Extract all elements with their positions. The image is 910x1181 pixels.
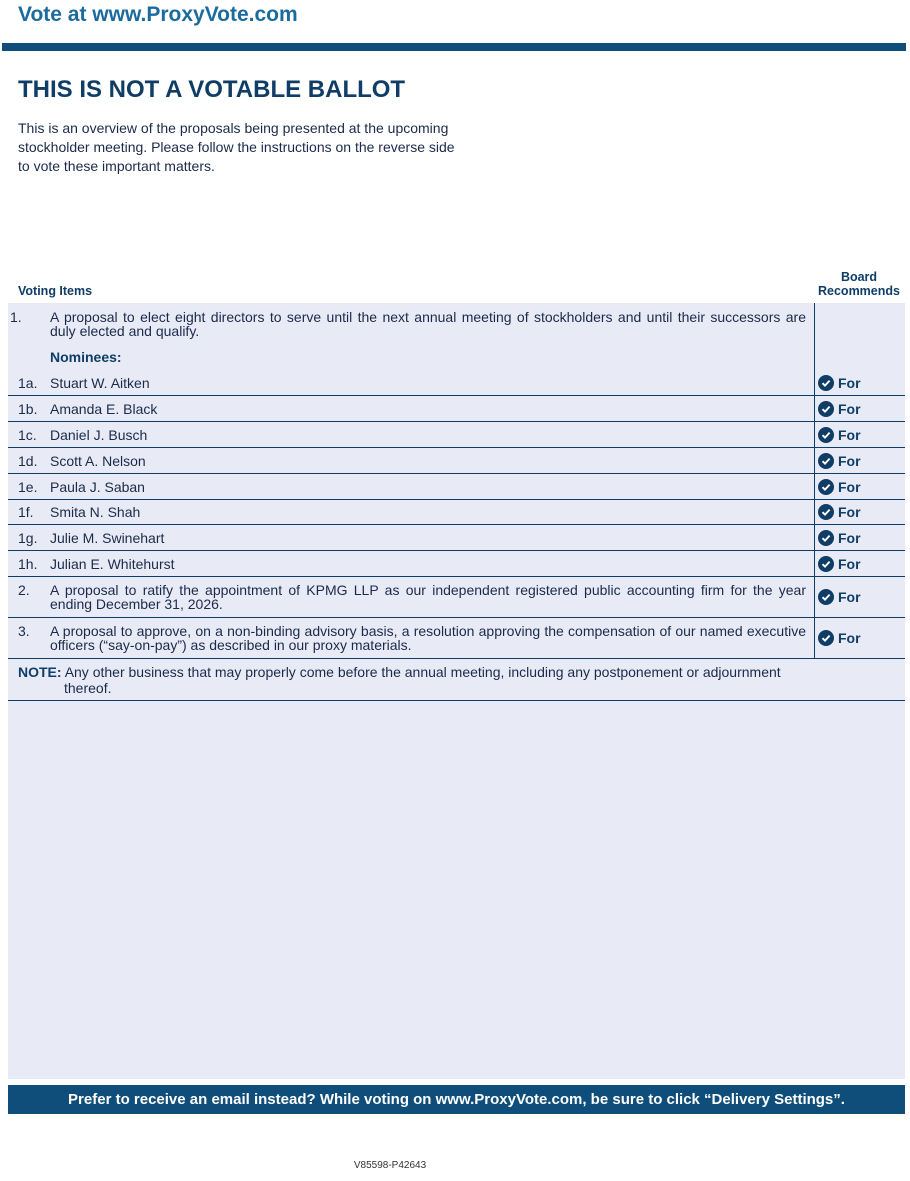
checkmark-icon bbox=[818, 630, 834, 646]
recommendation-label: For bbox=[838, 556, 861, 572]
header-divider-bar bbox=[2, 43, 906, 51]
nominees-label: Nominees: bbox=[50, 349, 122, 365]
board-recommendation bbox=[818, 555, 898, 573]
checkmark-icon bbox=[818, 479, 834, 495]
recommendation-label: For bbox=[838, 401, 861, 417]
recommendation-label: For bbox=[838, 530, 861, 546]
checkmark-icon bbox=[818, 530, 834, 546]
table-row bbox=[8, 577, 905, 618]
note-line-1: Any other business that may properly come before the annual meeting, including any postponement or adjournment bbox=[64, 664, 781, 680]
proposal-1-number: 1. bbox=[10, 309, 22, 325]
recommendation-label: For bbox=[838, 375, 861, 391]
nominee-name: Julian E. Whitehurst bbox=[50, 556, 175, 572]
recommendation-label: For bbox=[838, 427, 861, 443]
board-recommendation bbox=[818, 452, 898, 470]
nominee-name: Smita N. Shah bbox=[50, 504, 141, 520]
proxyvote-site-title: Vote at www.ProxyVote.com bbox=[18, 3, 298, 26]
nominee-number: 1b. bbox=[18, 401, 38, 417]
nominee-number: 1a. bbox=[18, 375, 38, 391]
board-recommends-header bbox=[814, 270, 904, 298]
table-row bbox=[8, 396, 905, 422]
table-row bbox=[8, 448, 905, 474]
recommendation-label: For bbox=[838, 453, 861, 469]
proposal-1-text: A proposal to elect eight directors to serve until the next annual meeting of stockholders and until their successors are duly elected and qualify. bbox=[50, 309, 806, 339]
nominee-name: Paula J. Saban bbox=[50, 479, 145, 495]
nominee-number: 1g. bbox=[18, 530, 38, 546]
nominee-number: 1f. bbox=[18, 504, 34, 520]
checkmark-icon bbox=[818, 589, 834, 605]
proposal-3-number: 3. bbox=[18, 623, 30, 639]
board-recommendation bbox=[818, 400, 898, 418]
note-label: NOTE: bbox=[18, 664, 62, 680]
page-heading: THIS IS NOT A VOTABLE BALLOT bbox=[18, 76, 406, 103]
recommendation-label: For bbox=[838, 630, 861, 646]
table-row bbox=[8, 618, 905, 659]
board-recommendation bbox=[818, 426, 898, 444]
table-row bbox=[8, 422, 905, 448]
nominee-name: Stuart W. Aitken bbox=[50, 375, 150, 391]
nominee-name: Amanda E. Black bbox=[50, 401, 158, 417]
board-recommendation bbox=[818, 503, 898, 521]
checkmark-icon bbox=[818, 453, 834, 469]
recommendation-label: For bbox=[838, 589, 861, 605]
board-recommendation bbox=[818, 588, 898, 606]
nominee-number: 1h. bbox=[18, 556, 38, 572]
board-recommendation bbox=[818, 629, 898, 647]
nominee-name: Scott A. Nelson bbox=[50, 453, 146, 469]
nominee-name: Daniel J. Busch bbox=[50, 427, 148, 443]
proposal-2-number: 2. bbox=[18, 582, 30, 598]
voting-items-header: Voting Items bbox=[18, 284, 93, 298]
nominee-number: 1c. bbox=[18, 427, 37, 443]
recommendation-label: For bbox=[838, 479, 861, 495]
checkmark-icon bbox=[818, 427, 834, 443]
nominee-number: 1e. bbox=[18, 479, 38, 495]
intro-text: This is an overview of the proposals being presented at the upcoming stockholder meeting. Please follow the instructions on the reverse side to vote these important matters. bbox=[18, 120, 455, 174]
proposal-2-text: A proposal to ratify the appointment of KPMG LLP as our independent registered public accounting firm for the year ending December 31, 2026. bbox=[50, 582, 806, 612]
table-row bbox=[8, 474, 905, 500]
checkmark-icon bbox=[818, 556, 834, 572]
proposal-3-text: A proposal to approve, on a non-binding advisory basis, a resolution approving the compensation of our named executive officers (“say-on-pay”) as described in our proxy materials. bbox=[50, 623, 806, 653]
document-code: V85598-P42643 bbox=[353, 1160, 427, 1171]
nominee-number: 1d. bbox=[18, 453, 38, 469]
table-row bbox=[8, 525, 905, 551]
nominee-name: Julie M. Swinehart bbox=[50, 530, 165, 546]
board-header-line2: Recommends bbox=[818, 284, 900, 298]
board-header-line1: Board bbox=[840, 270, 878, 284]
table-row bbox=[8, 500, 905, 525]
note-text bbox=[18, 664, 808, 696]
delivery-settings-banner: Prefer to receive an email instead? While voting on www.ProxyVote.com, be sure to click “Delivery Settings”. bbox=[8, 1085, 905, 1114]
board-recommendation bbox=[818, 374, 898, 392]
checkmark-icon bbox=[818, 401, 834, 417]
checkmark-icon bbox=[818, 375, 834, 391]
board-recommendation bbox=[818, 478, 898, 496]
checkmark-icon bbox=[818, 504, 834, 520]
board-recommendation bbox=[818, 529, 898, 547]
note-line-2: thereof. bbox=[64, 680, 112, 696]
table-row bbox=[8, 370, 905, 396]
note-bottom-border bbox=[8, 700, 905, 701]
recommendation-label: For bbox=[838, 504, 861, 520]
table-row bbox=[8, 551, 905, 577]
